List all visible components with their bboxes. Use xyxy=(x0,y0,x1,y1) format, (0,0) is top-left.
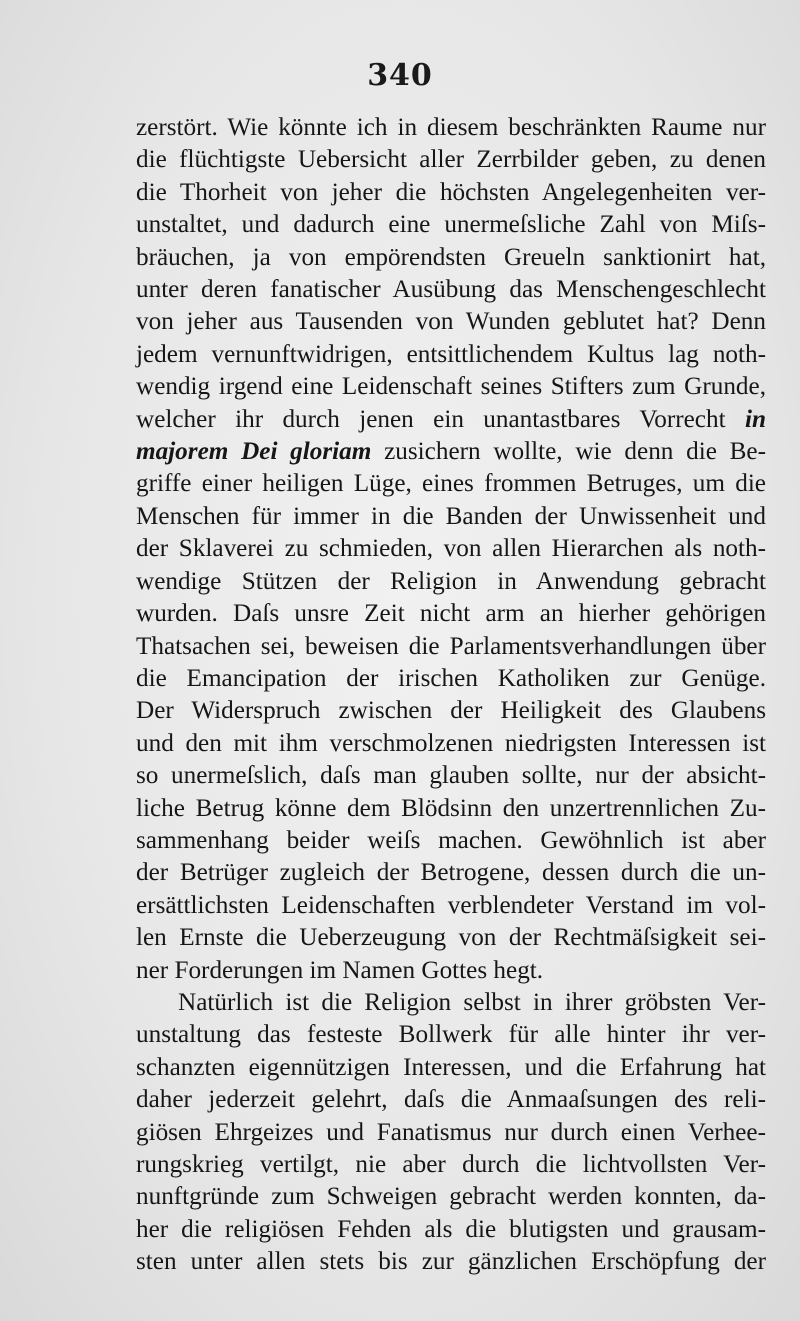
body-text xyxy=(136,112,766,1279)
text-line xyxy=(136,274,766,306)
text-line xyxy=(136,695,766,727)
text-segment: giösen Ehrgeizes und Fanatismus nur durch einen Verhee- xyxy=(136,1118,766,1146)
text-segment: unstaltet, und dadurch eine unermeſsliche Zahl von Miſs- xyxy=(136,211,766,239)
text-segment: unter deren fanatischer Ausübung das Menschengeschlecht xyxy=(136,276,766,304)
text-segment: jedem vernunftwidrigen, entsittlichendem Kultus lag noth- xyxy=(136,340,766,368)
text-segment: Natürlich ist die Religion selbst in ihrer gröbsten Ver- xyxy=(178,988,766,1016)
text-line xyxy=(136,825,766,857)
text-line xyxy=(136,468,766,500)
text-segment: ersättlichsten Leidenschaften verblendeter Verstand im vol- xyxy=(136,891,766,919)
text-line xyxy=(136,1052,766,1084)
text-segment: der Betrüger zugleich der Betrogene, dessen durch die un- xyxy=(136,859,766,887)
text-segment: griffe einer heiligen Lüge, eines frommen Betruges, um die xyxy=(136,470,766,498)
text-segment: nunftgründe zum Schweigen gebracht werden konnten, da- xyxy=(136,1183,766,1211)
text-segment: und den mit ihm verschmolzenen niedrigsten Interessen ist xyxy=(136,729,766,757)
text-line xyxy=(136,177,766,209)
text-line xyxy=(136,1117,766,1149)
text-line xyxy=(136,209,766,241)
page-number: 340 xyxy=(367,58,433,93)
text-line xyxy=(136,339,766,371)
text-segment: sten unter allen stets bis zur gänzlichen Erschöpfung der xyxy=(136,1248,766,1276)
text-line xyxy=(136,306,766,338)
text-segment: wendig irgend eine Leidenschaft seines Stifters zum Grunde, xyxy=(136,373,766,401)
text-segment: schanzten eigennützigen Interessen, und die Erfahrung hat xyxy=(136,1053,766,1081)
text-line xyxy=(136,760,766,792)
text-line xyxy=(136,922,766,954)
text-line xyxy=(136,566,766,598)
text-line xyxy=(136,404,766,436)
text-line xyxy=(136,242,766,274)
text-line xyxy=(136,890,766,922)
text-segment: die Thorheit von jeher die höchsten Angelegenheiten ver- xyxy=(136,178,766,206)
text-segment: len Ernste die Ueberzeugung von der Rechtmäſsigkeit sei- xyxy=(136,924,766,952)
text-line xyxy=(136,663,766,695)
text-line xyxy=(136,1246,766,1278)
text-line xyxy=(136,857,766,889)
text-segment: die Emancipation der irischen Katholiken zur Genüge. xyxy=(136,664,766,692)
text-line xyxy=(136,1181,766,1213)
text-line xyxy=(136,1149,766,1181)
text-line xyxy=(136,631,766,663)
text-line xyxy=(136,728,766,760)
text-line xyxy=(136,987,766,1019)
text-segment: bräuchen, ja von empörendsten Greueln sanktionirt hat, xyxy=(136,243,766,271)
text-line xyxy=(136,371,766,403)
text-segment: Thatsachen sei, beweisen die Parlamentsverhandlungen über xyxy=(136,632,766,660)
text-line xyxy=(136,598,766,630)
text-segment: her die religiösen Fehden als die blutigsten und grausam- xyxy=(136,1215,766,1243)
text-line xyxy=(136,1084,766,1116)
text-segment: ner Forderungen im Namen Gottes hegt. xyxy=(136,956,544,984)
text-segment: rungskrieg vertilgt, nie aber durch die lichtvollsten Ver- xyxy=(136,1151,766,1178)
text-segment: Der Widerspruch zwischen der Heiligkeit des Glaubens xyxy=(136,697,766,725)
text-segment: der Sklaverei zu schmieden, von allen Hierarchen als noth- xyxy=(136,535,766,563)
text-segment: sammenhang beider weiſs machen. Gewöhnlich ist aber xyxy=(136,826,766,854)
text-segment: von jeher aus Tausenden von Wunden geblutet hat? Denn xyxy=(136,308,766,336)
text-segment: welcher ihr durch jenen ein unantastbares Vorrecht xyxy=(136,405,745,433)
text-line xyxy=(136,1019,766,1051)
text-line xyxy=(136,955,766,987)
text-segment: Menschen für immer in die Banden der Unwissenheit und xyxy=(136,502,766,530)
text-segment: die flüchtigste Uebersicht aller Zerrbilder geben, zu denen xyxy=(136,146,766,174)
text-line xyxy=(136,501,766,533)
italic-text: majorem Dei gloriam xyxy=(136,438,372,466)
text-segment: zerstört. Wie könnte ich in diesem beschränkten Raume nur xyxy=(136,114,766,141)
italic-text: in xyxy=(744,405,766,433)
text-line xyxy=(136,436,766,468)
text-line xyxy=(136,1214,766,1246)
text-segment: zusichern wollte, wie denn die Be- xyxy=(371,438,766,466)
text-line xyxy=(136,112,766,144)
text-segment: wendige Stützen der Religion in Anwendung gebracht xyxy=(136,567,766,595)
text-segment: daher jederzeit gelehrt, daſs die Anmaaſsungen des reli- xyxy=(136,1086,766,1114)
text-line xyxy=(136,793,766,825)
text-segment: so unermeſslich, daſs man glauben sollte, nur der absicht- xyxy=(136,762,766,790)
text-segment: unstaltung das festeste Bollwerk für alle hinter ihr ver- xyxy=(136,1021,766,1049)
text-line xyxy=(136,144,766,176)
text-segment: liche Betrug könne dem Blödsinn den unzertrennlichen Zu- xyxy=(136,794,766,822)
text-segment: wurden. Daſs unsre Zeit nicht arm an hierher gehörigen xyxy=(136,600,766,628)
text-line xyxy=(136,533,766,565)
